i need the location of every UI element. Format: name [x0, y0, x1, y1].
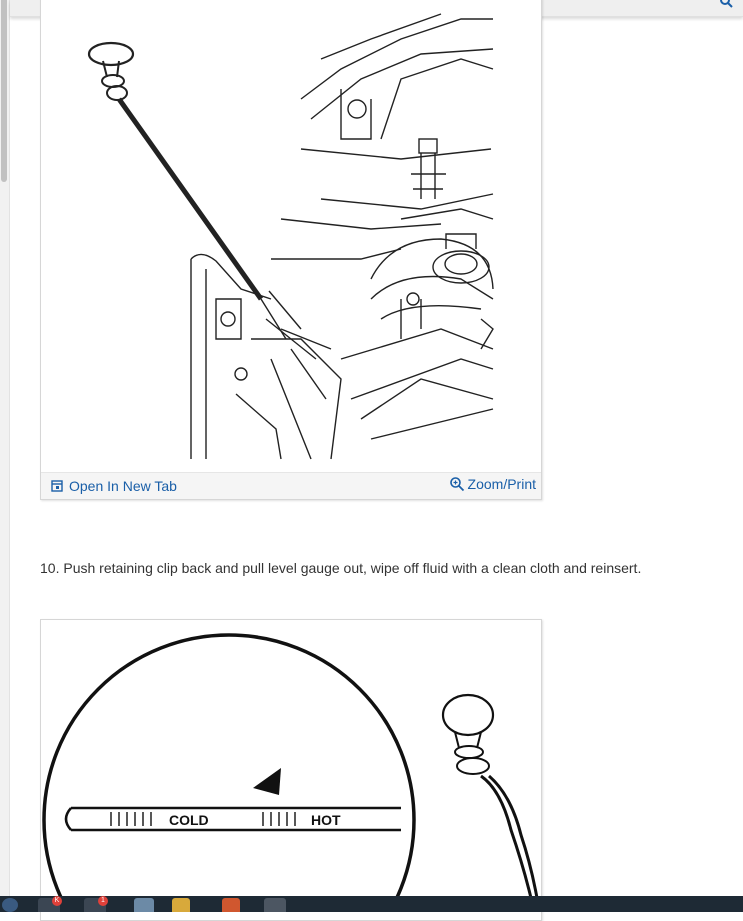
figure-dipstick-location	[40, 0, 542, 500]
taskbar-app-2[interactable]	[84, 898, 106, 912]
zoom-print-link[interactable]	[449, 476, 536, 492]
vertical-scrollbar[interactable]	[0, 0, 10, 896]
taskbar-app-3[interactable]	[134, 898, 154, 912]
search-icon[interactable]	[719, 0, 733, 8]
dipstick-gauge-illustration	[41, 620, 541, 898]
open-new-tab-link[interactable]	[51, 478, 177, 494]
engine-dipstick-illustration	[41, 0, 541, 471]
figure-toolbar	[41, 472, 541, 499]
zoom-in-icon	[449, 476, 465, 492]
notification-badge: 1	[98, 896, 108, 906]
notification-badge: K	[52, 896, 62, 906]
open-new-tab-icon	[51, 480, 63, 492]
taskbar-app-1[interactable]	[38, 898, 60, 912]
figure-gauge-markings	[40, 619, 542, 921]
step-instruction: 10. Push retaining clip back and pull level gauge out, wipe off fluid with a clean cloth and reinsert.	[40, 560, 642, 576]
taskbar-folder-icon[interactable]	[172, 898, 190, 912]
gauge-hot-label: HOT	[311, 812, 341, 828]
open-new-tab-label: Open In New Tab	[69, 478, 177, 494]
gauge-cold-label: COLD	[169, 812, 209, 828]
taskbar-app-6[interactable]	[264, 898, 286, 912]
os-taskbar	[0, 896, 743, 912]
taskbar-start-button[interactable]	[2, 898, 18, 912]
zoom-print-label: Zoom/Print	[467, 476, 536, 492]
taskbar-app-5[interactable]	[222, 898, 240, 912]
scrollbar-thumb[interactable]	[1, 0, 7, 182]
